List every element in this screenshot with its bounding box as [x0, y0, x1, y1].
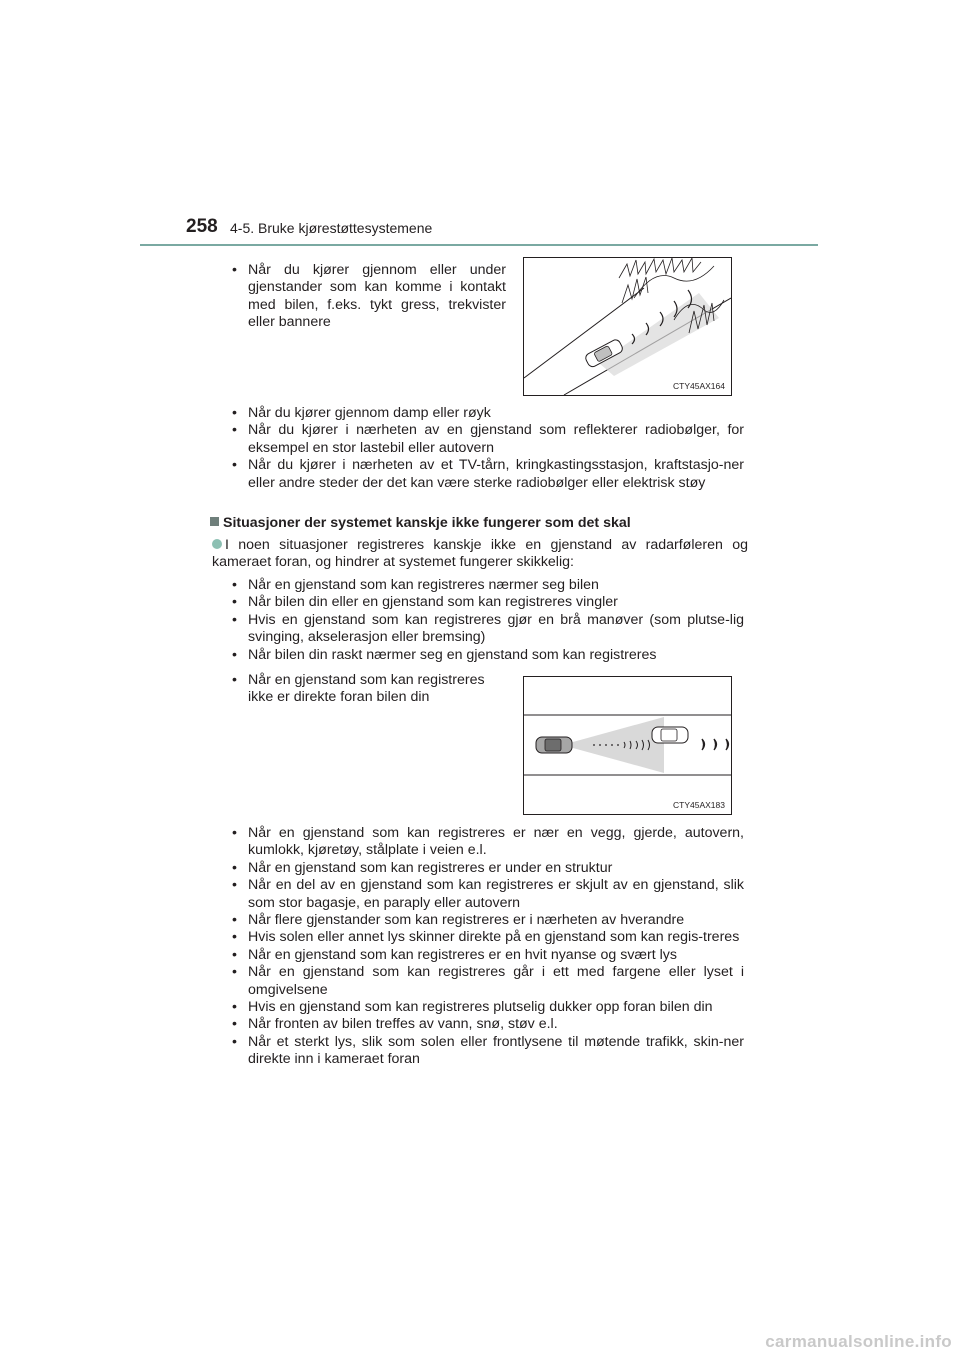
bullet-list-top	[230, 262, 506, 332]
figure-grass-radar	[523, 257, 732, 396]
figure-code: CTY45AX183	[673, 800, 725, 810]
list-item: • Hvis en gjenstand som kan registreres gjør en brå manøver (som plutse-lig svinging, akselerasjon eller bremsing)	[230, 612, 744, 647]
list-item: • Når en del av en gjenstand som kan registreres er skjult av en gjenstand, slik som stor bagasje, en paraply eller autovern	[230, 877, 744, 912]
list-item: • Hvis en gjenstand som kan registreres plutselig dukker opp foran bilen din	[230, 999, 744, 1016]
watermark-text: carmanualsonline.info	[765, 1332, 952, 1351]
list-item: • Når en gjenstand som kan registreres er nær en vegg, gjerde, autovern, kumlokk, kjøretøy, stålplate i veien e.l.	[230, 825, 744, 860]
figure-code: CTY45AX164	[673, 381, 725, 391]
list-item: • Når du kjører i nærheten av en gjenstand som reflekterer radiobølger, for eksempel en stor lastebil eller autovern	[230, 422, 744, 457]
list-item: • Når fronten av bilen treffes av vann, snø, støv e.l.	[230, 1016, 744, 1033]
list-item: • Når en gjenstand som kan registreres går i ett med fargene eller lyset i omgivelsene	[230, 964, 744, 999]
list-item: • Når et sterkt lys, slik som solen eller frontlysene til møtende trafikk, skin-ner direkte inn i kameraet foran	[230, 1034, 744, 1069]
bullet-list-fig2	[230, 672, 506, 707]
page-number: 258	[186, 216, 218, 237]
list-item: • Når du kjører i nærheten av et TV-tårn, kringkastingsstasjon, kraftstasjo-ner eller andre steder der det kan være sterke radiobølger eller elektrisk støy	[230, 457, 744, 492]
list-item: • Når en gjenstand som kan registreres ikke er direkte foran bilen din	[230, 672, 506, 707]
list-item: • Når en gjenstand som kan registreres nærmer seg bilen	[230, 577, 744, 594]
section-intro	[212, 537, 748, 572]
list-item: • Når du kjører gjennom damp eller røyk	[230, 405, 744, 422]
list-item: • Når flere gjenstander som kan registreres er i nærheten av hverandre	[230, 912, 744, 929]
section-intro-text: I noen situasjoner registreres kanskje ikke en gjenstand av radarføleren og kameraet foran, og hindrer at systemet fungerer skikkelig:	[212, 537, 748, 571]
list-item: • Når en gjenstand som kan registreres er under en struktur	[230, 860, 744, 877]
figure-offset-vehicle	[523, 676, 732, 815]
heading-square-icon	[210, 517, 219, 526]
list-item: • Når bilen din raskt nærmer seg en gjenstand som kan registreres	[230, 647, 744, 664]
section-title: 4-5. Bruke kjørestøttesystemene	[230, 220, 433, 236]
section-heading	[210, 515, 631, 531]
section-heading-text: Situasjoner der systemet kanskje ikke fungerer som det skal	[223, 515, 631, 531]
list-item: • Hvis solen eller annet lys skinner direkte på en gjenstand som kan regis-treres	[230, 929, 744, 946]
list-item: • Når bilen din eller en gjenstand som kan registreres vingler	[230, 594, 744, 611]
list-item: • Når du kjører gjennom eller under gjenstander som kan komme i kontakt med bilen, f.eks. tykt gress, trekvister eller bannere	[230, 262, 506, 332]
circle-bullet-icon	[212, 539, 222, 549]
offset-vehicle-illustration	[524, 677, 731, 814]
bullet-list-a	[230, 405, 744, 492]
bullet-list-b	[230, 577, 744, 664]
list-item: • Når en gjenstand som kan registreres er en hvit nyanse og svært lys	[230, 947, 744, 964]
bullet-list-c	[230, 825, 744, 1069]
grass-radar-illustration	[524, 258, 731, 395]
header-rule	[140, 244, 818, 246]
